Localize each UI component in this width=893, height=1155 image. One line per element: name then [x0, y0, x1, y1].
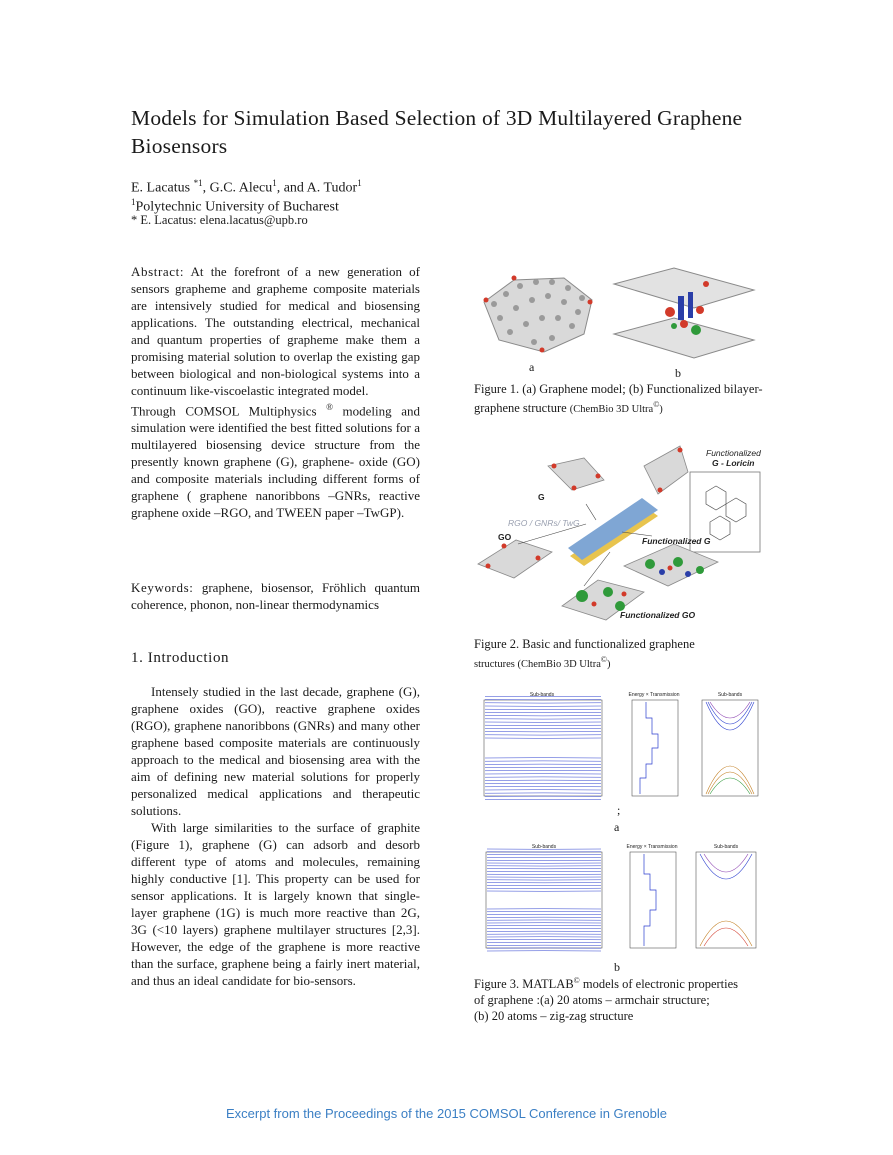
figure-3-label-a: a	[614, 820, 620, 834]
intro-paragraph-2: With large similarities to the surface of graphite (Figure 1), graphene (G) can adsorb and desorb different type of atoms and molecules, remaining highly conductive [1]. This property can be used for sensor applications. It is largely known that single- layer graphene (1G) is much more reactive than 2G, 3G (<10 layers) graphene multilayer structures [2,3]. However, the edge of the graphene is more reactive than the surface, graphene being a fairly inert material, and thus an ideal candidate for bio-sensors.	[131, 820, 420, 988]
abstract-text-2b: modeling and simulation were identified the best fitted solutions for a multilayered biosensing device structure from the presently known graphene (G), graphene- oxide (GO) and composite materials including different forms of graphene ( graphene nanoribbons –GNRs, reactive graphene oxide –RGO, and TWEEN paper –TwGP).	[131, 403, 420, 521]
bilayer-graphene-image	[614, 268, 754, 358]
affiliation-text: Polytechnic University of Bucharest	[135, 199, 339, 215]
substrate-layers-image	[568, 498, 658, 566]
label-g: G	[538, 492, 545, 502]
energy-transmission-plot-b	[627, 844, 678, 948]
author-2-mark: 1	[272, 178, 277, 188]
subbands-plot-a-right	[702, 692, 758, 796]
go-sheet-top-image	[548, 458, 604, 491]
figure-3-caption-line-2: of graphene :(a) 20 atoms – armchair structure;	[474, 993, 710, 1008]
go-sheet-left-image	[478, 540, 552, 578]
figure-3-caption-text-2: models of electronic properties	[579, 977, 739, 992]
panel-title: Energy × Transmission	[628, 692, 680, 698]
figure-3-semicolon: ;	[617, 803, 621, 817]
label-functionalized-g: Functionalized G	[642, 536, 711, 546]
figure-3a-image	[474, 688, 760, 804]
author-2: , G.C. Alecu	[202, 180, 273, 196]
abstract-text-1: At the forefront of a new generation of sensors grapheme and grapheme composite materials are intensively studied for medical and biosensing applications. The outstanding electrical, mechanical and quantum properties of grapheme make them a promising material solution to overlap the existing gap between biological and non-biological systems into a continuum like-viscoelastic integrated model.	[131, 264, 420, 398]
figure-3b-image	[474, 840, 760, 956]
keywords	[131, 579, 420, 613]
label-go: GO	[498, 532, 512, 542]
panel-title: Sub-bands	[529, 692, 555, 698]
label-rgo: RGO / GNRs/ TwG	[508, 518, 580, 528]
introduction-body	[131, 683, 420, 989]
figure-1-label-b: b	[675, 366, 681, 380]
label-functionalized-loricin-1: Functionalized	[706, 448, 761, 458]
figure-3-caption-title: Figure 3.	[474, 977, 520, 992]
figure-1-label-a: a	[529, 360, 535, 374]
label-functionalized-go: Functionalized GO	[620, 610, 696, 620]
figure-2-caption	[474, 636, 764, 673]
intro-paragraph-1: Intensely studied in the last decade, graphene (G), graphene oxides (GO), reactive graphene oxides (RGO), graphene nanoribbons (GNRs) and many other graphene based composite materials are continuously approach to the medical and biosensing area with the aim of defining new material solutions for properly personalized medical applications and therapeutic solutions.	[131, 684, 420, 818]
panel-title: Sub-bands	[717, 692, 743, 698]
graphene-model-image	[484, 276, 593, 353]
keywords-text: graphene, biosensor, Fröhlich quantum coherence, phonon, non-linear thermodynamics	[131, 580, 420, 612]
figure-1-caption	[474, 381, 764, 418]
figure-3-label-b: b	[614, 960, 620, 974]
author-3-mark: 1	[357, 178, 362, 188]
abstract-label: Abstract:	[131, 264, 185, 279]
functionalized-loricin-image	[644, 446, 688, 494]
keywords-label: Keywords:	[131, 580, 194, 595]
proceedings-footer: Excerpt from the Proceedings of the 2015 COMSOL Conference in Grenoble	[225, 1106, 668, 1121]
subbands-plot-b-right	[696, 844, 756, 948]
abstract	[131, 263, 420, 521]
figure-1-caption-software: (ChemBio 3D Ultra	[569, 404, 654, 416]
figure-2-caption-line-1: Figure 2. Basic and functionalized graphene	[474, 637, 695, 651]
paper-title: Models for Simulation Based Selection of 3D Multilayered Graphene Biosensors	[131, 106, 743, 158]
author-3: , and A. Tudor	[276, 180, 358, 196]
section-heading-introduction: 1. Introduction	[131, 650, 230, 666]
figure-2-copyright-mark: ©	[600, 655, 607, 664]
subbands-plot-b-left	[486, 844, 602, 951]
figure-1-copyright-mark: ©	[653, 400, 660, 409]
figure-2-image	[474, 436, 764, 626]
figure-2-caption-line-2: structures (ChemBio 3D Ultra	[474, 659, 601, 671]
author-1-mark: *1	[193, 178, 203, 188]
abstract-text-2a: Through COMSOL Multiphysics	[131, 403, 327, 419]
panel-title: Energy × Transmission	[626, 844, 678, 850]
figure-2-caption-end: )	[606, 659, 611, 671]
panel-title: Sub-bands	[531, 844, 557, 850]
figure-1-caption-title: Figure 1.	[474, 382, 520, 396]
author-1: E. Lacatus	[131, 180, 194, 196]
figure-3-caption-text-1: MATLAB	[519, 977, 574, 992]
figure-3-caption-line-3: (b) 20 atoms – zig-zag structure	[474, 1009, 634, 1024]
figure-1-image	[474, 262, 764, 362]
corresponding-email: * E. Lacatus: elena.lacatus@upb.ro	[131, 213, 308, 227]
figure-1-caption-end: )	[659, 404, 663, 416]
figure-3-caption	[474, 973, 774, 1024]
affiliation-mark: 1	[131, 197, 136, 207]
registered-mark: ®	[326, 402, 333, 412]
panel-title: Sub-bands	[713, 844, 739, 850]
figure-3-copyright-mark: ©	[573, 976, 580, 985]
figure-1-caption-text: (a) Graphene model; (b) Functionalized bilayer-graphene structure	[474, 382, 763, 416]
subbands-plot-a-left	[484, 692, 602, 800]
label-functionalized-loricin-2: G - Loricin	[712, 458, 755, 468]
energy-transmission-plot-a	[629, 692, 680, 796]
